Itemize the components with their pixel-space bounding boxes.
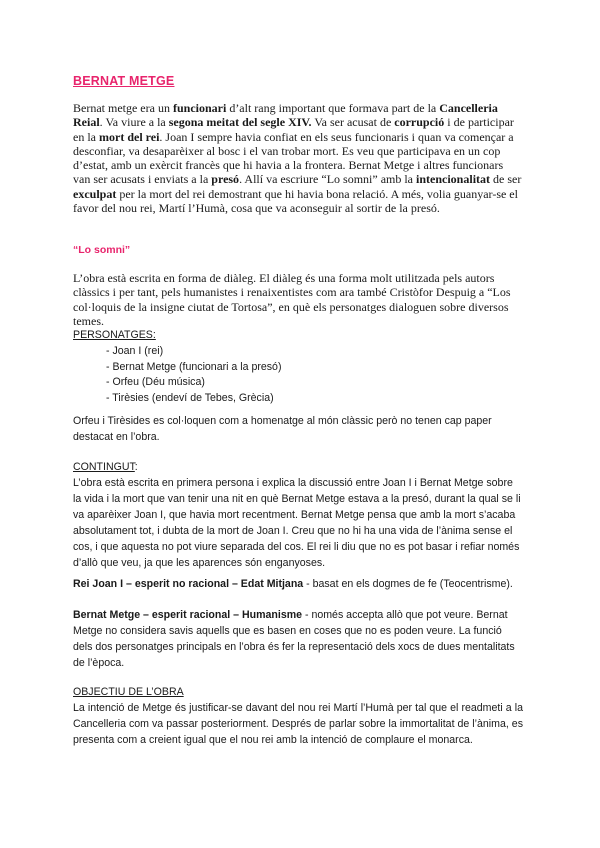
- bio-text: i de participar en la: [73, 115, 514, 144]
- bio-text: Va ser acusat de: [311, 115, 395, 130]
- bio-bold: Cancelleria Reial: [73, 101, 498, 130]
- document-title: BERNAT METGE: [73, 74, 175, 88]
- bio-text: Bernat metge era un: [73, 101, 173, 115]
- bio-text: per la mort del rei demostrant que hi havia bona relació. A més, volia guanyar-se el favor del nou rei, Martí l’Humà, cosa que va aconseguir al sortir de la presó.: [73, 186, 518, 216]
- somni-intro-paragraph: L’obra està escrita en forma de diàleg. El diàleg és una forma molt utilitzada pels autors clàssics i per tant, pels humanistes i renaixentistes com ara també Cristòfor Despuig a “Los col·loquis de la insigne ciutat de Tortosa”, en què els personatges dialoguen sobre diversos temes.: [73, 271, 511, 328]
- bio-bold: funcionari: [172, 101, 227, 115]
- objectiu-heading: OBJECTIU DE L’OBRA: [73, 686, 184, 698]
- bio-text: de ser: [490, 172, 522, 187]
- objectiu-paragraph: La intenció de Metge és justificar-se davant del nou rei Martí l’Humà per tal que el readmeti a la Cancelleria com va passar posteriorment. Després de parlar sobre la immortalitat de l’ànima, es presenta com a creient igual que el nou rei amb la intenció de complaure el monarca.: [73, 702, 523, 746]
- contingut-paragraph: L’obra està escrita en primera persona i explica la discussió entre Joan I i Bernat Metge sobre la vida i la mort que van tenir una nit en què Bernat Metge estava a la presó, durant la qual se li va aparèixer Joan I, que havia mort recentment. Bernat Metge pensa que amb la mort s’acaba absolutament tot, i dubta de la mort de Joan I. Creu que no hi ha una vida de l’ànima sense el cos, i que aquesta no pot viure separada del cos. El rei li diu que no es pot basar i refiar només d’allò que veu, ja que les aparences són enganyoses.: [73, 477, 521, 569]
- bio-bold: intencionalitat: [416, 172, 491, 187]
- list-item: - Orfeu (Déu música): [106, 376, 205, 388]
- bio-text: . Allí va escriure “Lo somni” amb la: [239, 172, 417, 187]
- list-item: - Tirèsies (endeví de Tebes, Grècia): [106, 391, 274, 404]
- bio-bold: corrupció: [394, 115, 445, 130]
- contingut-heading-label: CONTINGUT: [73, 461, 135, 473]
- metge-bold: Bernat Metge – esperit racional – Humanisme: [73, 609, 303, 621]
- bio-text: . Joan I sempre havia confiat en els seus funcionaris i quan va començar a desconfiar, va desaparèixer al bosc i el van trobar mort. Es veu que participava en un cop d’estat, amb un exèrcit francès que hi havia a la frontera. Bernat Metge i altres funcionars van ser acusats i enviats a la: [73, 129, 514, 187]
- joan-bold: Rei Joan I – esperit no racional – Edat Mitjana: [73, 578, 304, 590]
- joan-paragraph: [73, 577, 523, 593]
- personatges-list: [106, 344, 281, 406]
- bio-bold: exculpat: [73, 186, 117, 201]
- metge-text: - només accepta allò que pot veure. Bernat Metge no considera savis aquells que es basen en coses que no es poden veure. La funció dels dos personatges principals en l’obra és fer la representació dels xocs de dues mentalitats de l’època.: [73, 609, 515, 669]
- bio-bold: segona meitat del segle XIV.: [168, 115, 312, 130]
- bio-text: . Va viure a la: [99, 115, 169, 130]
- bio-bold: presó: [211, 172, 240, 187]
- personatges-heading: PERSONATGES:: [73, 329, 156, 341]
- list-item: - Bernat Metge (funcionari a la presó): [106, 360, 282, 373]
- bio-bold: mort del rei: [99, 129, 160, 144]
- personatges-note: Orfeu i Tirèsides es col·loquen com a homenatge al món clàssic però no tenen cap paper destacat en l’obra.: [73, 415, 492, 443]
- bio-text: d’alt rang important que formava part de la: [226, 101, 440, 115]
- somni-subtitle: “Lo somni”: [73, 244, 131, 256]
- list-item: - Joan I (rei): [106, 345, 164, 357]
- bio-paragraph: [73, 101, 523, 215]
- joan-text: - basat en els dogmes de fe (Teocentrisme).: [303, 578, 513, 590]
- metge-paragraph: [73, 608, 523, 672]
- contingut-heading: [73, 460, 523, 476]
- contingut-heading-colon: :: [134, 461, 138, 473]
